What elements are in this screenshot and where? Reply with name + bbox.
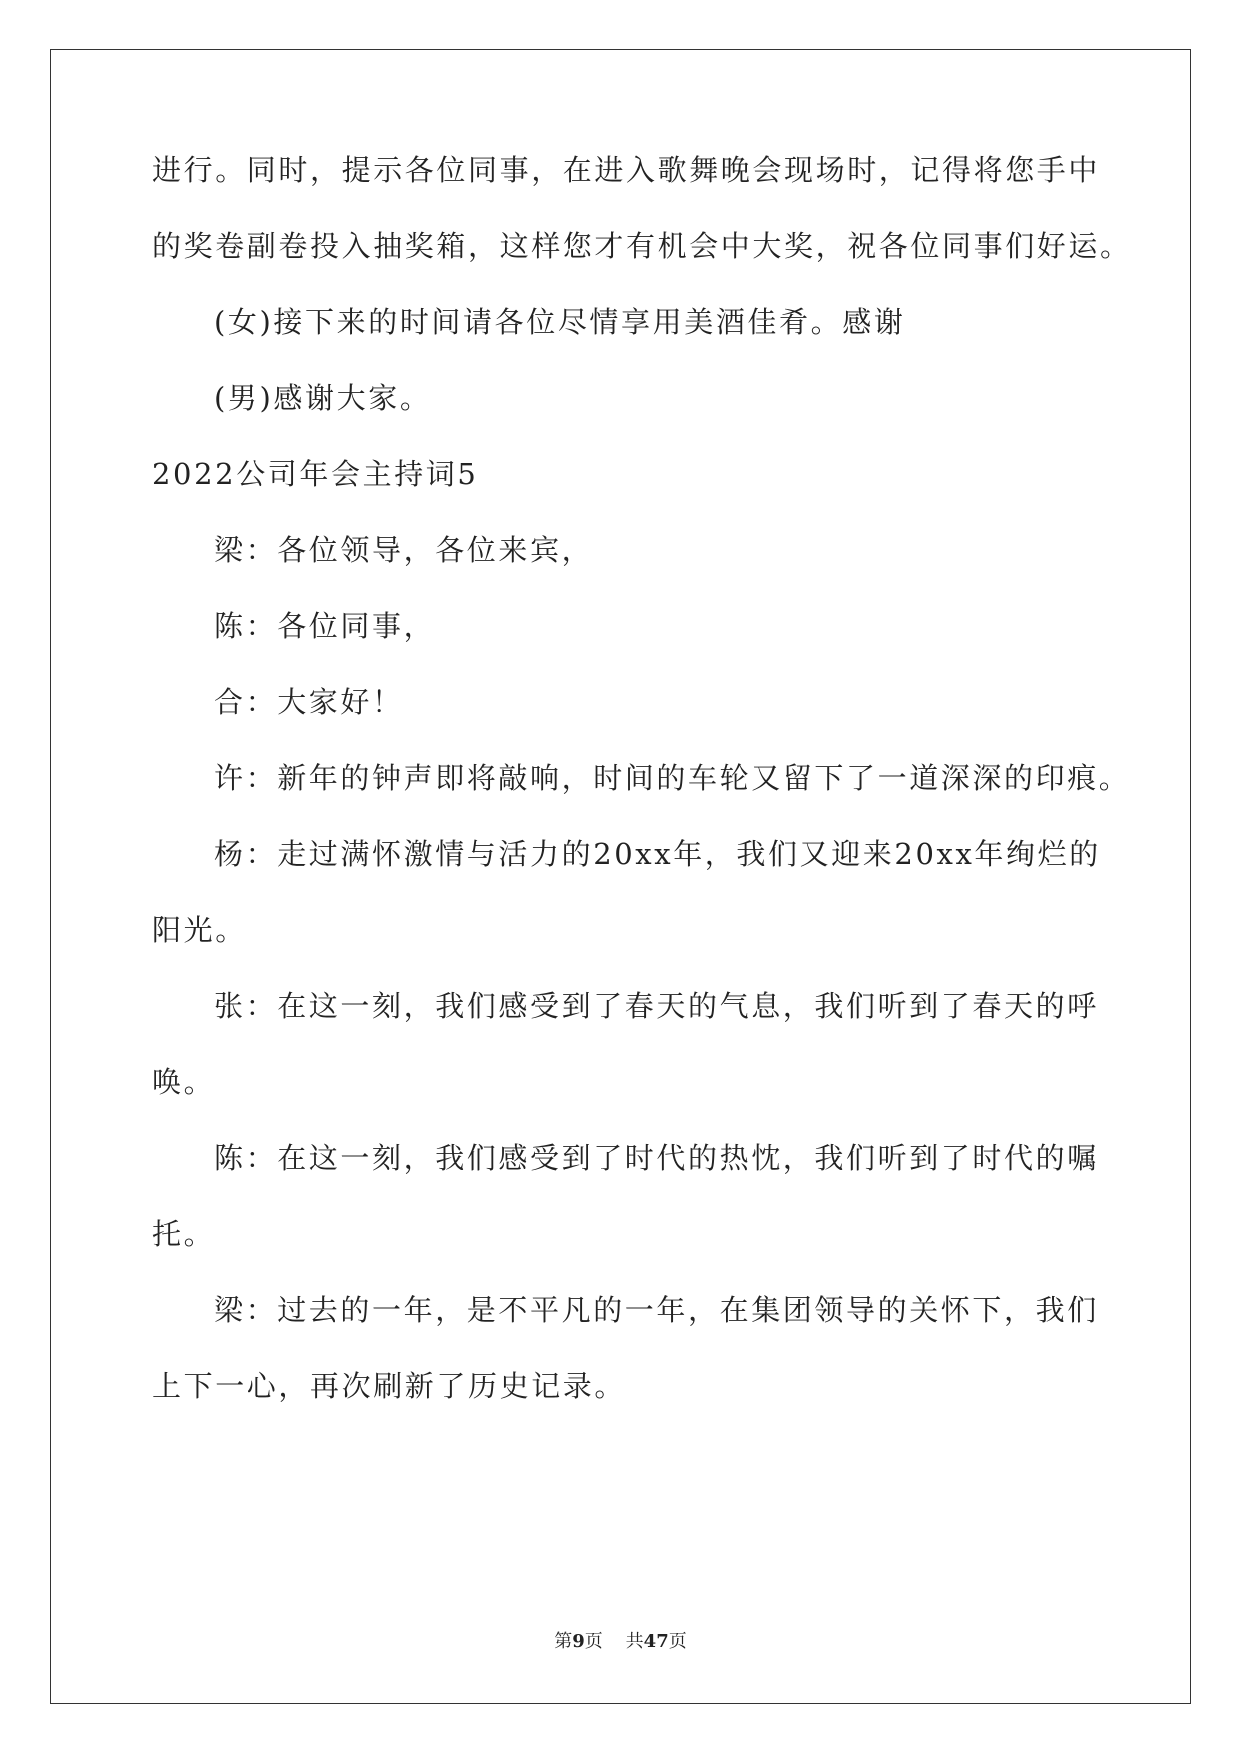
text-line: 托。 (152, 1217, 216, 1251)
text-line: 梁：各位领导，各位来宾， (214, 533, 594, 567)
text-line: 上下一心，再次刷新了历史记录。 (152, 1369, 627, 1403)
text-line: (男)感谢大家。 (214, 381, 432, 415)
text-line: 许：新年的钟声即将敲响，时间的车轮又留下了一道深深的印痕。 (214, 761, 1131, 795)
text-line: 梁：过去的一年，是不平凡的一年，在集团领导的关怀下，我们 (214, 1293, 1099, 1327)
text-line: (女)接下来的时间请各位尽情享用美酒佳肴。感谢 (214, 305, 906, 339)
total-prefix: 共 (625, 1631, 644, 1652)
text-line: 陈：各位同事， (214, 609, 436, 643)
section-heading: 2022公司年会主持词5 (152, 457, 479, 491)
total-suffix: 页 (668, 1631, 687, 1652)
total-pages: 47 (643, 1631, 669, 1652)
text-line: 唤。 (152, 1065, 216, 1099)
text-line: 张：在这一刻，我们感受到了春天的气息，我们听到了春天的呼 (214, 989, 1099, 1023)
page-border (50, 49, 1191, 1704)
text-line: 的奖卷副卷投入抽奖箱，这样您才有机会中大奖，祝各位同事们好运。 (152, 229, 1132, 263)
page-footer (0, 1630, 1241, 1654)
text-line: 陈：在这一刻，我们感受到了时代的热忱，我们听到了时代的嘱 (214, 1141, 1099, 1175)
text-line: 杨：走过满怀激情与活力的20xx年，我们又迎来20xx年绚烂的 (214, 837, 1101, 871)
text-line: 进行。同时，提示各位同事，在进入歌舞晚会现场时，记得将您手中 (152, 153, 1101, 187)
page-number: 9 (572, 1631, 585, 1652)
text-line: 合：大家好！ (214, 685, 404, 719)
page-prefix: 第 (554, 1631, 573, 1652)
page-suffix: 页 (584, 1631, 603, 1652)
text-line: 阳光。 (152, 913, 247, 947)
